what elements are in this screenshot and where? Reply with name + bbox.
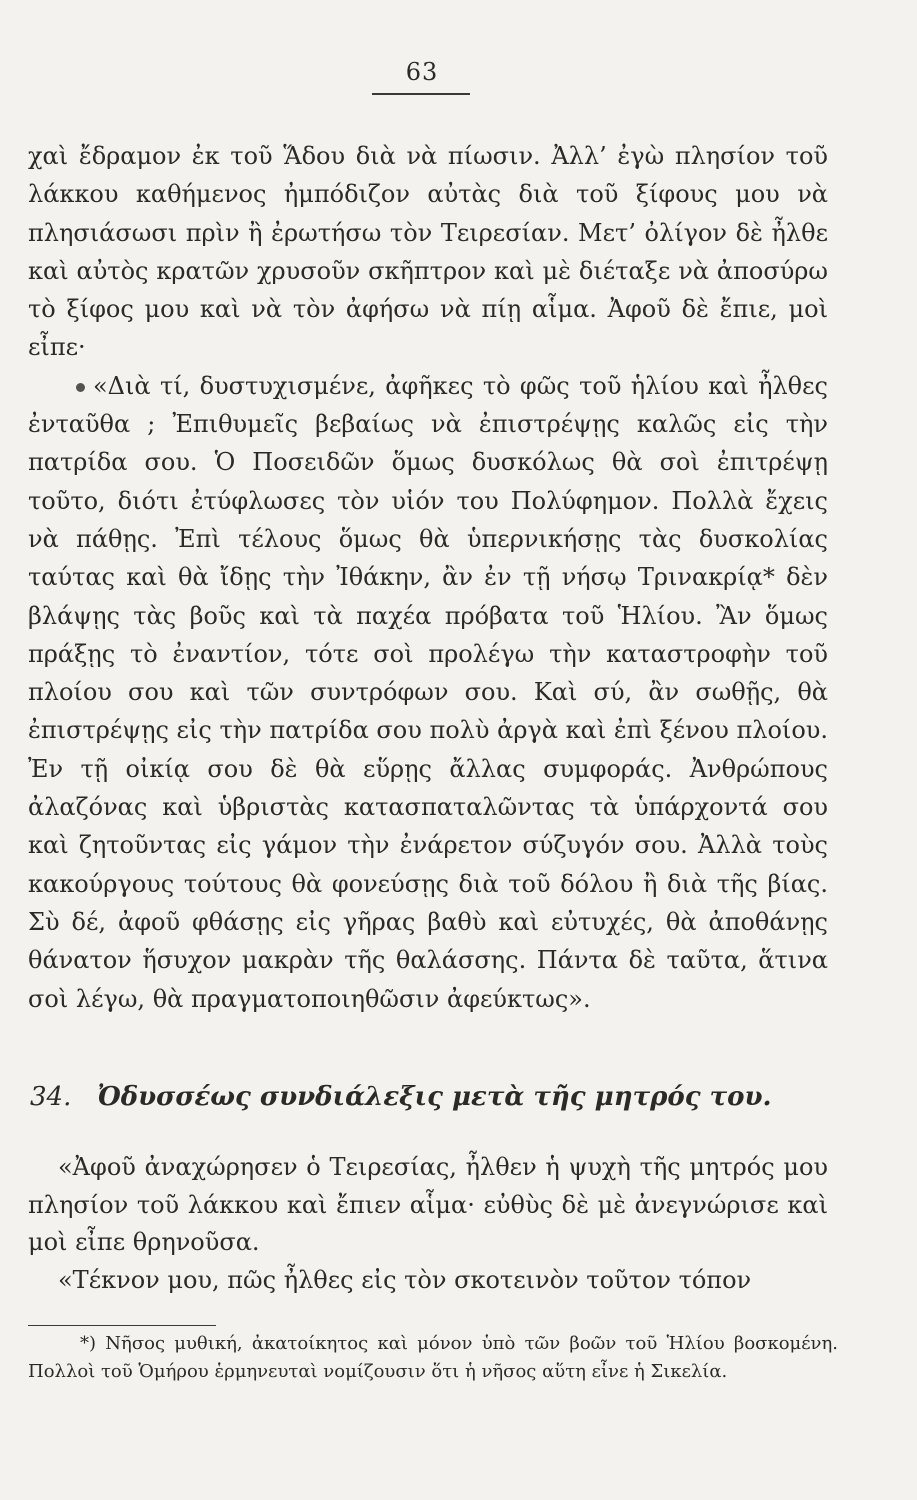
- section-paragraph-2: «Τέκνον μου, πῶς ἦλθες εἰς τὸν σκοτεινὸν τοῦτον τόπον: [58, 1265, 752, 1294]
- page-number: 63: [405, 58, 439, 86]
- main-text: [28, 137, 828, 1018]
- section-text: [28, 1149, 828, 1299]
- section-heading: [30, 1082, 830, 1112]
- section-number: 34.: [30, 1082, 72, 1112]
- section-title: Ὀδυσσέως συνδιάλεξις μετὰ τῆς μητρός του.: [97, 1082, 772, 1112]
- footnote-rule: [28, 1325, 216, 1326]
- ink-dot-mark: [76, 383, 85, 392]
- section-paragraph-1: «Ἀφοῦ ἀναχώρησεν ὁ Τειρεσίας, ἦλθεν ἡ ψυχὴ τῆς μητρός μου πλησίον τοῦ λάκκου καὶ ἔπιεν αἷμα· εὐθὺς δὲ μὲ ἀνεγνώρισε καὶ μοὶ εἶπε θρηνοῦσα.: [28, 1153, 828, 1256]
- footnote: *) Νῆσος μυθική, ἀκατοίκητος καὶ μόνον ὑπὸ τῶν βοῶν τοῦ Ἡλίου βοσκομένη. Πολλοὶ τοῦ Ὁμήρου ἑρμηνευταὶ νομίζουσιν ὅτι ἡ νῆσος αὕτη εἶνε ἡ Σικελία.: [28, 1333, 838, 1382]
- paragraph-1: χαὶ ἔδραμον ἐκ τοῦ Ἅδου διὰ νὰ πίωσιν. Ἀλλ’ ἐγὼ πλησίον τοῦ λάκκου καθήμενος ἠμπόδιζον αὐτὰς διὰ τοῦ ξίφους μου νὰ πλησιάσωσι πρὶν ἢ ἐρωτήσω τὸν Τειρεσίαν. Μετ’ ὀλίγον δὲ ἦλθε καὶ αὐτὸς κρατῶν χρυσοῦν σκῆπτρον καὶ μὲ διέταξε νὰ ἀποσύρω τὸ ξίφος μου καὶ νὰ τὸν ἀφήσω νὰ πίῃ αἷμα. Ἀφοῦ δὲ ἔπιε, μοὶ εἶπε·: [28, 142, 828, 362]
- page-number-underline: [372, 93, 470, 95]
- paragraph-2: [28, 367, 828, 1018]
- paragraph-2-text: «Διὰ τί, δυστυχισμένε, ἀφῆκες τὸ φῶς τοῦ ἡλίου καὶ ἦλθες ἐνταῦθα ; Ἐπιθυμεῖς βεβαίως νὰ ἐπιστρέψῃς καλῶς εἰς τὴν πατρίδα σου. Ὁ Ποσειδῶν ὅμως δυσκόλως θὰ σοὶ ἐπιτρέψῃ τοῦτο, διότι ἐτύφλωσες τὸν υἱόν του Πολύφημον. Πολλὰ ἔχεις νὰ πάθῃς. Ἐπὶ τέλους ὅμως θὰ ὑπερνικήσῃς τὰς δυσκολίας ταύτας καὶ θὰ ἴδῃς τὴν Ἰθάκην, ἂν ἐν τῇ νήσῳ Τρινακρίᾳ* δὲν βλάψῃς τὰς βοῦς καὶ τὰ παχέα πρόβατα τοῦ Ἡλίου. Ἂν ὅμως πράξῃς τὸ ἐναντίον, τότε σοὶ προλέγω τὴν καταστροφὴν τοῦ πλοίου σου καὶ τῶν συντρόφων σου. Καὶ σύ, ἂν σωθῇς, θὰ ἐπιστρέψῃς εἰς τὴν πατρίδα σου πολὺ ἀργὰ καὶ ἐπὶ ξένου πλοίου. Ἐν τῇ οἰκίᾳ σου δὲ θὰ εὕρῃς ἄλλας συμφοράς. Ἀνθρώπους ἀλαζόνας καὶ ὑβριστὰς κατασπαταλῶντας τὰ ὑπάρχοντά σου καὶ ζητοῦντας εἰς γάμον τὴν ἐνάρετον σύζυγόν σου. Ἀλλὰ τοὺς κακούργους τούτους θὰ φονεύσῃς διὰ τοῦ δόλου ἢ διὰ τῆς βίας. Σὺ δέ, ἀφοῦ φθάσῃς εἰς γῆρας βαθὺ καὶ εὐτυχές, θὰ ἀποθάνῃς θάνατον ἥσυχον μακρὰν τῆς θαλάσσης. Πάντα δὲ ταῦτα, ἅτινα σοὶ λέγω, θὰ πραγματοποιηθῶσιν ἀφεύκτως».: [28, 371, 828, 1013]
